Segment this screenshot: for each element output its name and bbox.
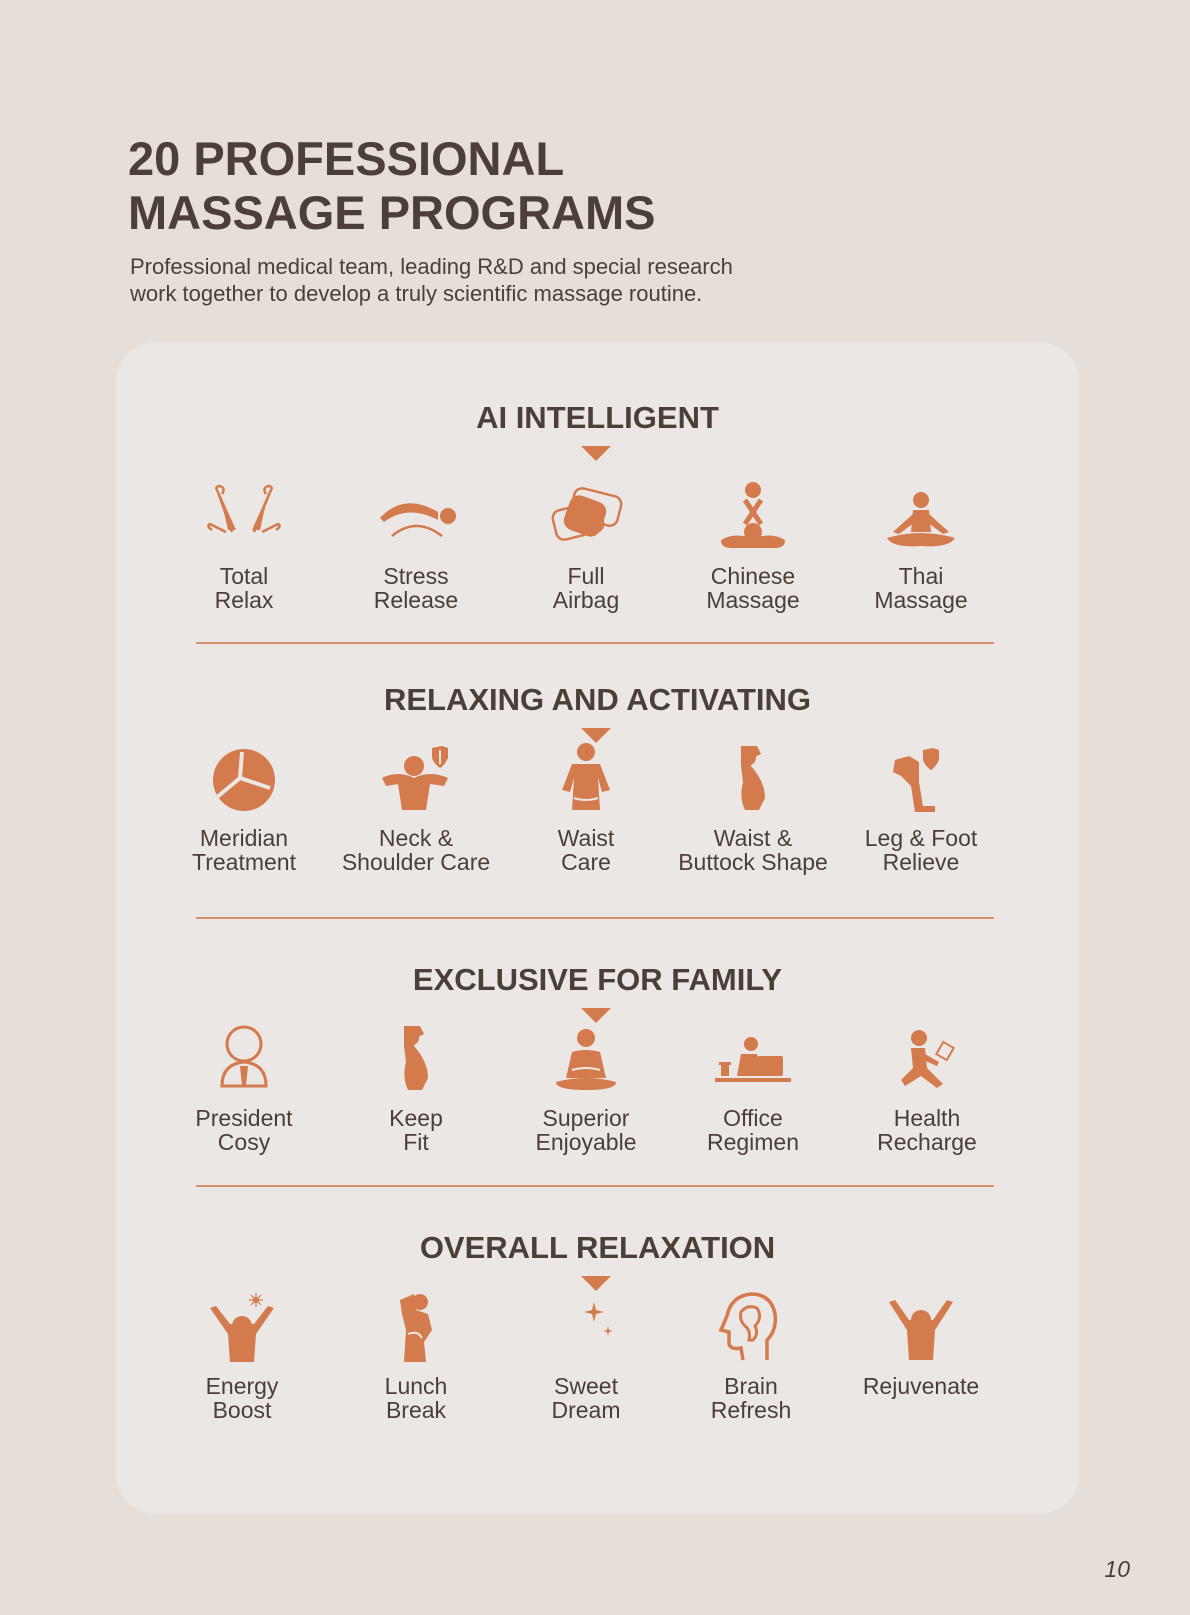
lotus-pose-icon bbox=[879, 480, 963, 556]
president-icon bbox=[202, 1022, 286, 1098]
program-label: Chinese Massage bbox=[706, 563, 800, 613]
program-label: Waist Care bbox=[557, 825, 615, 875]
arms-up-figure-icon bbox=[879, 1290, 963, 1366]
program-label: President Cosy bbox=[195, 1105, 293, 1155]
intro-line-2: work together to develop a truly scientific massage routine. bbox=[130, 281, 703, 306]
program-label: Leg & Foot Relieve bbox=[864, 825, 978, 875]
program-lunch-break[interactable] bbox=[326, 1290, 506, 1422]
massage-hands-icon bbox=[202, 480, 286, 556]
program-leg-foot-relieve[interactable] bbox=[831, 742, 1011, 874]
program-stress-release[interactable] bbox=[326, 480, 506, 612]
program-label: Energy Boost bbox=[205, 1373, 279, 1423]
program-label: Lunch Break bbox=[384, 1373, 448, 1423]
meditation-figure-icon bbox=[711, 480, 795, 556]
program-label: Office Regimen bbox=[706, 1105, 800, 1155]
program-waist-care[interactable] bbox=[496, 742, 676, 874]
title-line-1: 20 PROFESSIONAL bbox=[128, 132, 565, 185]
program-label: Health Recharge bbox=[877, 1105, 977, 1155]
page-number: 10 bbox=[1104, 1556, 1130, 1582]
down-arrow-icon bbox=[581, 728, 611, 743]
section-title: AI INTELLIGENT bbox=[476, 400, 719, 435]
title-line-2: MASSAGE PROGRAMS bbox=[128, 186, 656, 239]
program-label: Total Relax bbox=[214, 563, 274, 613]
moon-stars-icon bbox=[544, 1290, 628, 1366]
program-rejuvenate[interactable] bbox=[831, 1290, 1011, 1398]
program-total-relax[interactable] bbox=[154, 480, 334, 612]
page-title bbox=[128, 132, 656, 240]
program-label: Neck & Shoulder Care bbox=[341, 825, 491, 875]
leg-foot-icon bbox=[879, 742, 963, 818]
program-chinese-massage[interactable] bbox=[663, 480, 843, 612]
program-label: Keep Fit bbox=[389, 1105, 443, 1155]
office-desk-icon bbox=[711, 1022, 795, 1098]
buttock-icon bbox=[711, 742, 795, 818]
section-divider bbox=[196, 917, 994, 919]
program-label: Thai Massage bbox=[874, 563, 968, 613]
intro-line-1: Professional medical team, leading R&D and special research bbox=[130, 254, 733, 279]
program-label: Waist & Buttock Shape bbox=[678, 825, 828, 875]
program-label: Sweet Dream bbox=[551, 1373, 621, 1423]
program-label: Superior Enjoyable bbox=[535, 1105, 637, 1155]
section-divider bbox=[196, 642, 994, 644]
down-arrow-icon bbox=[581, 446, 611, 461]
program-label: Stress Release bbox=[373, 563, 459, 613]
program-label: Brain Refresh bbox=[710, 1373, 792, 1423]
down-arrow-icon bbox=[581, 1276, 611, 1291]
program-full-airbag[interactable] bbox=[496, 480, 676, 612]
back-stretch-icon bbox=[374, 480, 458, 556]
lunch-break-icon bbox=[374, 1290, 458, 1366]
program-superior-enjoyable[interactable] bbox=[496, 1022, 676, 1154]
program-neck-shoulder-care[interactable] bbox=[326, 742, 506, 874]
program-label: Meridian Treatment bbox=[192, 825, 296, 875]
section-title: OVERALL RELAXATION bbox=[419, 1230, 776, 1265]
program-keep-fit[interactable] bbox=[326, 1022, 506, 1154]
program-sweet-dream[interactable] bbox=[496, 1290, 676, 1422]
down-arrow-icon bbox=[581, 1008, 611, 1023]
program-label: Rejuvenate bbox=[862, 1373, 980, 1399]
section-title: EXCLUSIVE FOR FAMILY bbox=[412, 962, 783, 997]
program-brain-refresh[interactable] bbox=[661, 1290, 841, 1422]
programs-card bbox=[116, 342, 1079, 1514]
program-waist-buttock-shape[interactable] bbox=[663, 742, 843, 874]
energy-figure-icon bbox=[200, 1290, 284, 1366]
keep-fit-icon bbox=[374, 1022, 458, 1098]
seated-figure-icon bbox=[544, 1022, 628, 1098]
program-meridian-treatment[interactable] bbox=[154, 742, 334, 874]
program-energy-boost[interactable] bbox=[152, 1290, 332, 1422]
head-profile-icon bbox=[709, 1290, 793, 1366]
program-office-regimen[interactable] bbox=[663, 1022, 843, 1154]
program-health-recharge[interactable] bbox=[837, 1022, 1017, 1154]
meridian-icon bbox=[202, 742, 286, 818]
section-divider bbox=[196, 1185, 994, 1187]
waist-icon bbox=[544, 742, 628, 818]
reading-figure-icon bbox=[885, 1022, 969, 1098]
airbag-icon bbox=[544, 480, 628, 556]
intro-text bbox=[130, 253, 733, 307]
program-label: Full Airbag bbox=[552, 563, 620, 613]
section-title: RELAXING AND ACTIVATING bbox=[383, 682, 812, 717]
program-president-cosy[interactable] bbox=[154, 1022, 334, 1154]
program-thai-massage[interactable] bbox=[831, 480, 1011, 612]
neck-shoulder-icon bbox=[374, 742, 458, 818]
